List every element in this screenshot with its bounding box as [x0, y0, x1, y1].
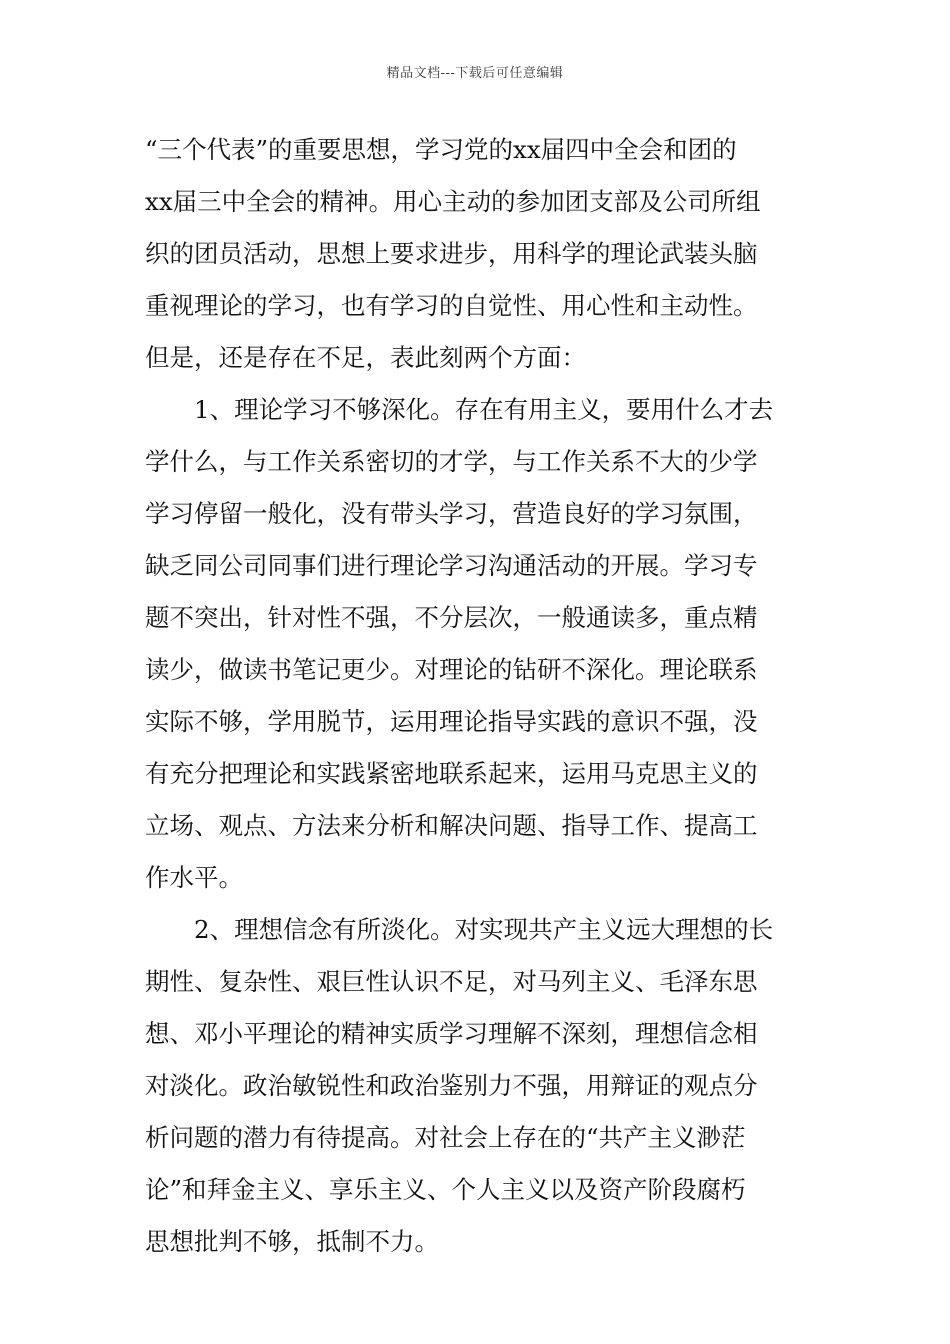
text-line: 学什么，与工作关系密切的才学，与工作关系不大的少学: [145, 447, 758, 476]
text-line: 重视理论的学习，也有学习的自觉性、用心性和主动性。: [145, 291, 758, 320]
text-line: 对淡化。政治敏锐性和政治鉴别力不强，用辩证的观点分: [145, 1071, 758, 1100]
text-line: 但是，还是存在不足，表此刻两个方面：: [145, 343, 586, 372]
text-line: 思想批判不够，抵制不力。: [145, 1227, 439, 1256]
text-line: 论”和拜金主义、享乐主义、个人主义以及资产阶段腐朽: [145, 1175, 746, 1204]
text-line: 有充分把理论和实践紧密地联系起来，运用马克思主义的: [145, 759, 758, 788]
text-line: 作水平。: [145, 863, 243, 892]
text-line: 读少，做读书笔记更少。对理论的钻研不深化。理论联系: [145, 655, 758, 684]
text-line: 织的团员活动，思想上要求进步，用科学的理论武装头脑: [145, 239, 758, 268]
paragraph-start-line: 1、理论学习不够深化。存在有用主义，要用什么才去: [194, 395, 774, 424]
text-line: 题不突出，针对性不强，不分层次，一般通读多，重点精: [145, 603, 758, 632]
text-line: 学习停留一般化，没有带头学习，营造良好的学习氛围，: [145, 499, 758, 528]
text-line: 期性、复杂性、艰巨性认识不足，对马列主义、毛泽东思: [145, 967, 758, 996]
document-body: [145, 124, 810, 1268]
text-line: 实际不够，学用脱节，运用理论指导实践的意识不强，没: [145, 707, 758, 736]
text-line: 想、邓小平理论的精神实质学习理解不深刻，理想信念相: [145, 1019, 758, 1048]
paragraph-start-line: 2、理想信念有所淡化。对实现共产主义远大理想的长: [194, 915, 774, 944]
text-line: 析问题的潜力有待提高。对社会上存在的“共产主义渺茫: [145, 1123, 746, 1152]
page-header: 精品文档---下载后可任意编辑: [386, 66, 564, 81]
text-line: 缺乏同公司同事们进行理论学习沟通活动的开展。学习专: [145, 551, 758, 580]
text-line: “三个代表”的重要思想，学习党的xx届四中全会和团的: [145, 135, 737, 164]
text-line: xx届三中全会的精神。用心主动的参加团支部及公司所组: [145, 187, 761, 216]
text-line: 立场、观点、方法来分析和解决问题、指导工作、提高工: [145, 811, 758, 840]
